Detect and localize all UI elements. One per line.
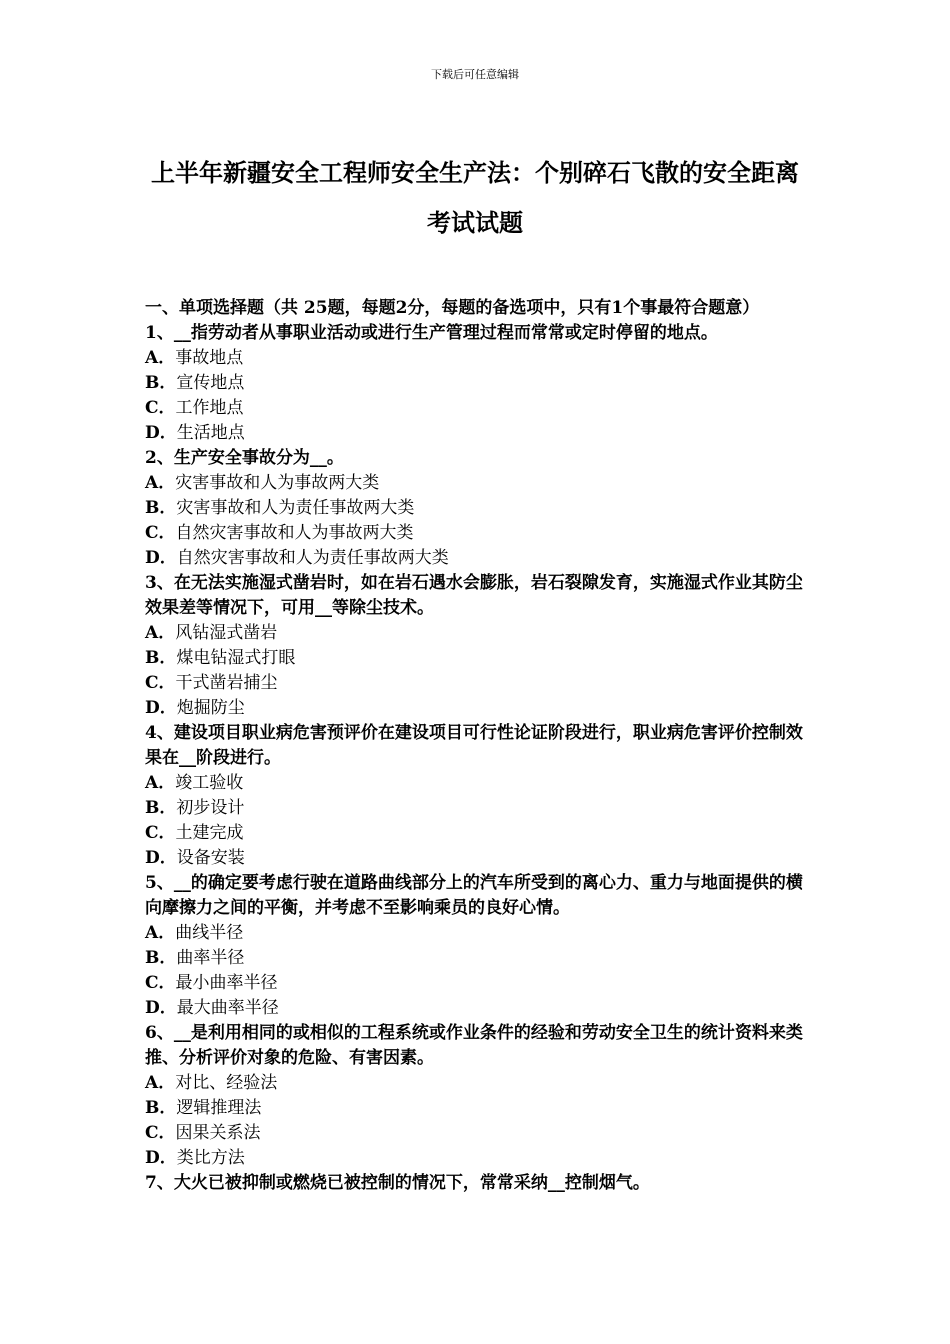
answer-option xyxy=(145,521,810,546)
option-text: 灾害事故和人为事故两大类 xyxy=(175,473,380,493)
answer-option xyxy=(145,821,810,846)
option-text: 自然灾害事故和人为事故两大类 xyxy=(175,523,414,543)
answer-option xyxy=(145,671,810,696)
answer-option xyxy=(145,546,810,571)
option-letter: C． xyxy=(145,398,176,418)
answer-option xyxy=(145,346,810,371)
question-text: 5、__的确定要考虑行驶在道路曲线部分上的汽车所受到的离心力、重力与地面提供的横向摩擦力之间的平衡，并考虑不至影响乘员的良好心情。 xyxy=(145,873,803,918)
option-letter: A． xyxy=(145,623,176,643)
option-letter: A． xyxy=(145,473,176,493)
option-letter: D． xyxy=(145,423,177,443)
option-text: 曲线半径 xyxy=(175,923,244,943)
option-letter: B． xyxy=(145,1098,177,1118)
option-letter: B． xyxy=(145,948,177,968)
answer-option xyxy=(145,771,810,796)
option-letter: A． xyxy=(145,923,176,943)
answer-option xyxy=(145,1146,810,1171)
question-text: 2、生产安全事故分为__。 xyxy=(145,448,344,468)
option-text: 自然灾害事故和人为责任事故两大类 xyxy=(176,548,449,568)
option-text: 曲率半径 xyxy=(176,948,245,968)
question-text: 1、__指劳动者从事职业活动或进行生产管理过程而常常或定时停留的地点。 xyxy=(145,323,718,343)
answer-option xyxy=(145,796,810,821)
option-text: 炮掘防尘 xyxy=(176,698,245,718)
option-letter: C． xyxy=(145,823,176,843)
question-text: 7、大火已被抑制或燃烧已被控制的情况下，常常采纳__控制烟气。 xyxy=(145,1173,650,1193)
answer-option xyxy=(145,846,810,871)
option-letter: D． xyxy=(145,698,177,718)
option-letter: C． xyxy=(145,973,176,993)
document-body xyxy=(145,296,810,1196)
answer-option xyxy=(145,471,810,496)
answer-option xyxy=(145,921,810,946)
option-text: 宣传地点 xyxy=(176,373,245,393)
option-text: 干式凿岩捕尘 xyxy=(175,673,278,693)
answer-option xyxy=(145,371,810,396)
question-text: 6、__是利用相同的或相似的工程系统或作业条件的经验和劳动安全卫生的统计资料来类推、分析评价对象的危险、有害因素。 xyxy=(145,1023,803,1068)
question-text: 3、在无法实施湿式凿岩时，如在岩石遇水会膨胀，岩石裂隙发育，实施湿式作业其防尘效果差等情况下，可用__等除尘技术。 xyxy=(145,573,803,618)
option-text: 生活地点 xyxy=(176,423,245,443)
section-heading: 一、单项选择题（共 25题，每题2分，每题的备选项中，只有1个事最符合题意） xyxy=(145,298,760,318)
option-letter: B． xyxy=(145,648,177,668)
option-text: 竣工验收 xyxy=(175,773,244,793)
option-letter: D． xyxy=(145,998,177,1018)
option-letter: B． xyxy=(145,373,177,393)
answer-option xyxy=(145,996,810,1021)
option-text: 最大曲率半径 xyxy=(176,998,279,1018)
question-text: 4、建设项目职业病危害预评价在建设项目可行性论证阶段进行，职业病危害评价控制效果在__阶段进行。 xyxy=(145,723,803,768)
answer-option xyxy=(145,971,810,996)
option-letter: B． xyxy=(145,798,177,818)
option-text: 对比、经验法 xyxy=(175,1073,278,1093)
answer-option xyxy=(145,1071,810,1096)
header-note: 下载后可任意编辑 xyxy=(431,68,519,81)
option-letter: A． xyxy=(145,348,176,368)
option-letter: D． xyxy=(145,848,177,868)
option-letter: C． xyxy=(145,673,176,693)
option-text: 类比方法 xyxy=(176,1148,245,1168)
answer-option xyxy=(145,1096,810,1121)
answer-option xyxy=(145,621,810,646)
answer-option xyxy=(145,496,810,521)
option-text: 初步设计 xyxy=(176,798,245,818)
option-text: 煤电钻湿式打眼 xyxy=(176,648,296,668)
answer-option xyxy=(145,646,810,671)
option-text: 逻辑推理法 xyxy=(176,1098,262,1118)
document-title: 上半年新疆安全工程师安全生产法：个别碎石飞散的安全距离考试试题 xyxy=(151,158,799,237)
option-text: 风钻湿式凿岩 xyxy=(175,623,278,643)
option-text: 灾害事故和人为责任事故两大类 xyxy=(176,498,415,518)
question-list xyxy=(145,321,810,1196)
option-letter: C． xyxy=(145,1123,176,1143)
option-letter: C． xyxy=(145,523,176,543)
option-text: 最小曲率半径 xyxy=(175,973,278,993)
option-text: 土建完成 xyxy=(175,823,244,843)
option-letter: D． xyxy=(145,548,177,568)
option-text: 设备安装 xyxy=(176,848,245,868)
option-letter: D． xyxy=(145,1148,177,1168)
answer-option xyxy=(145,396,810,421)
answer-option xyxy=(145,421,810,446)
answer-option xyxy=(145,696,810,721)
option-letter: A． xyxy=(145,1073,176,1093)
option-text: 因果关系法 xyxy=(175,1123,261,1143)
option-text: 事故地点 xyxy=(175,348,244,368)
answer-option xyxy=(145,946,810,971)
answer-option xyxy=(145,1121,810,1146)
option-letter: A． xyxy=(145,773,176,793)
option-letter: B． xyxy=(145,498,177,518)
option-text: 工作地点 xyxy=(175,398,244,418)
